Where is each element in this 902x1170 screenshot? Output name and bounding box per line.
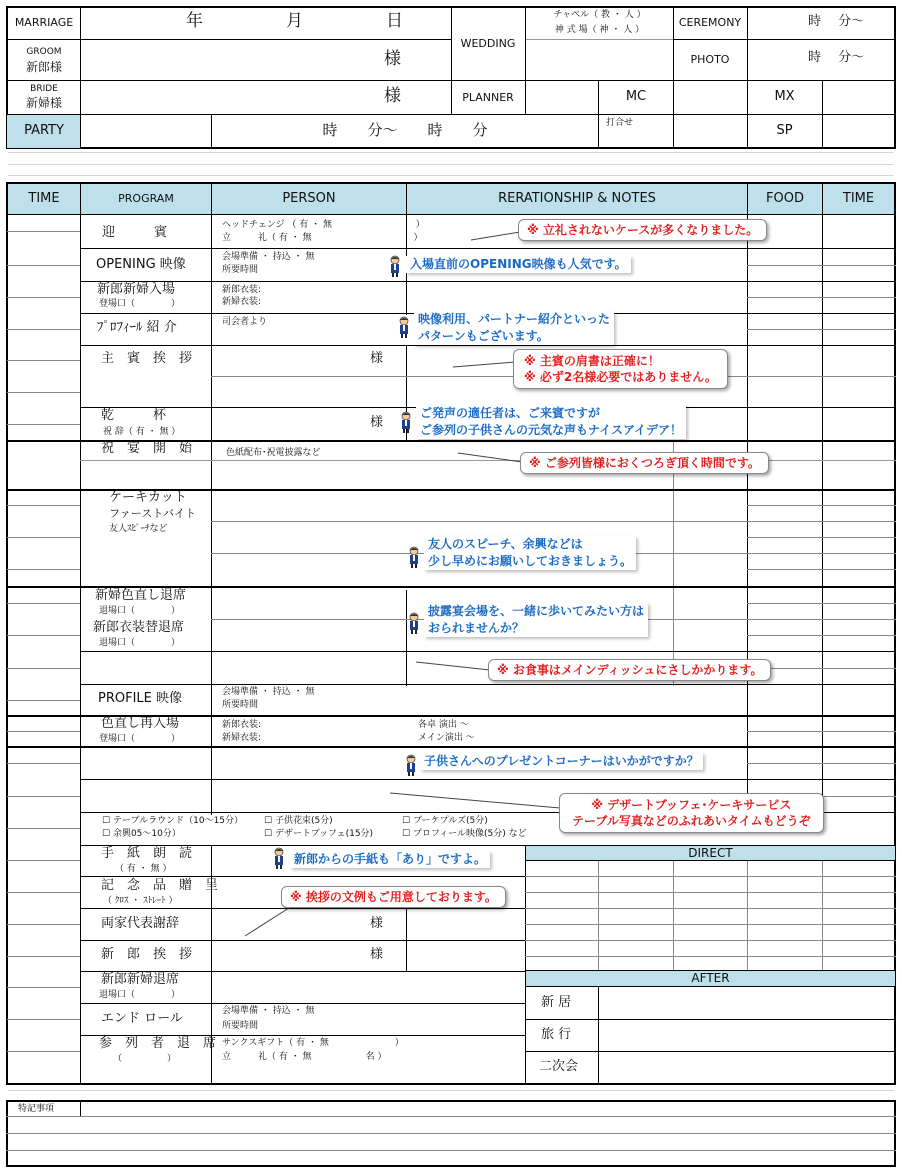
gift-sub: （ ｸﾛｽ ・ ｽﾄﾚｰﾄ ） (103, 896, 178, 906)
callout-main-dish: ※ お食事はメインディッシュにさしかかります。 (488, 659, 771, 681)
tachirei: 立 礼（ 有 ・ 無 ） (222, 233, 423, 243)
callout-kids-present: 子供さんへのプレゼントコーナーはいかがですか？ (420, 753, 703, 770)
prog-guest-speech: 主 賓 挨 拶 (101, 351, 193, 366)
prog-reentrance: 色直し再入場 (101, 716, 180, 731)
chapel-label: チャペル（ 教 ・ 人 ） (553, 10, 646, 20)
toast-sub: 祝 辞（ 有 ・ 無 ） (103, 427, 181, 437)
reentrance-sub: 登場口（ ） (99, 734, 181, 744)
time-req-3: 所要時間 (222, 1021, 259, 1031)
meeting-label: 打合せ (606, 118, 634, 128)
planner-person-icon (404, 754, 418, 774)
prog-geihin: 迎 賓 (102, 225, 168, 240)
after-second-party: 二次会 (539, 1059, 579, 1074)
bride-jp: 新婦様 (25, 96, 62, 110)
planner-person-icon (399, 411, 413, 431)
prog-letter: 手 紙 朗 読 (101, 846, 193, 861)
date-day: 日 (386, 11, 403, 31)
prog-couple-exit: 新郎新婦退席 (101, 972, 180, 987)
after-trip: 旅 行 (541, 1027, 572, 1042)
groom-en: GROOM (26, 47, 62, 57)
sama-5: 様 (370, 916, 384, 931)
groom-costume-1: 新郎衣装: (222, 285, 262, 295)
prog-guest-exit: 参 列 者 退 席 (99, 1036, 217, 1051)
ceremony-time: 時 分～ (808, 14, 865, 29)
telegram: 色紙配布･祝電披露など (226, 448, 321, 458)
date-year: 年 (186, 11, 203, 31)
date-month: 月 (286, 11, 303, 31)
bride-en: BRIDE (30, 84, 58, 94)
venue-prep-1: 会場準備 ・ 持込 ・ 無 (222, 252, 315, 262)
after-new-home: 新 居 (541, 995, 572, 1010)
guest-exit-sub: （ ） (113, 1054, 177, 1064)
col-program: PROGRAM (80, 183, 212, 215)
callout-walk-venue: 披露宴会場を、一緒に歩いてみたい方は おられませんか？ (424, 603, 648, 637)
mc-label: MC (625, 89, 647, 104)
prog-groom-greeting: 新 郎 挨 拶 (101, 947, 193, 962)
tachirei-2: 立 礼（ 有 ・ 無 名 ） (222, 1052, 387, 1062)
first-bite: ファーストバイト (109, 507, 197, 520)
prog-bride-leave: 新婦色直し退席 (95, 588, 187, 603)
planner-person-icon (272, 847, 286, 867)
party-label: PARTY (24, 123, 64, 138)
callout-profile-intro: 映像利用、パートナー紹介といった パターンもございます。 (414, 311, 614, 345)
time-req-1: 所要時間 (222, 265, 259, 275)
sama-3: 様 (370, 351, 384, 366)
prog-opening: OPENING 映像 (96, 257, 186, 272)
prog-toast: 乾 杯 (101, 408, 167, 423)
ceremony-label: CEREMONY (678, 16, 742, 29)
bride-costume-2: 新婦衣装: (222, 733, 262, 743)
prog-end-roll: エンド ロール (101, 1011, 183, 1026)
thanks-gift: サンクスギフト（ 有 ・ 無 ） (222, 1038, 404, 1048)
couple-exit-sub: 退場口（ ） (99, 990, 181, 1000)
groom-leave-sub: 退場口（ ） (99, 638, 181, 648)
groom-costume-2: 新郎衣装: (222, 720, 262, 730)
marriage-label: MARRIAGE (14, 16, 74, 29)
photo-label: PHOTO (690, 53, 730, 66)
friend-speech: 友人ｽﾋﾟｰﾁなど (109, 524, 168, 534)
prog-banquet-start: 祝 宴 開 始 (101, 441, 193, 456)
planner-person-icon (407, 612, 421, 632)
planner-person-icon (388, 255, 402, 275)
col-person: PERSON (211, 183, 407, 215)
option-profile-video[interactable]: ☐ プロフィール映像(5分) など (402, 829, 527, 839)
direct-header: DIRECT (525, 845, 896, 861)
option-dessert-buffet[interactable]: ☐ デザートブッフェ(15分) (264, 829, 374, 839)
special-notes-title: 特記事項 (18, 1104, 55, 1114)
prog-groom-leave: 新郎衣装替退席 (93, 620, 185, 635)
after-header: AFTER (525, 970, 896, 987)
groom-sama: 様 (384, 49, 401, 69)
callout-opening-video: 入場直前のOPENING映像も人気です。 (406, 256, 631, 273)
bride-leave-sub: 退場口（ ） (99, 606, 181, 616)
bride-costume-1: 新婦衣装: (222, 297, 262, 307)
col-time: TIME (7, 183, 81, 215)
time-req-2: 所要時間 (222, 700, 259, 710)
shrine-label: 神 式 場（ 神 ・ 人 ） (554, 25, 645, 35)
callout-toast: ご発声の適任者は、ご来賓ですが ご参列の子供さんの元気な声もナイスアイデア！ (416, 405, 686, 439)
prog-entrance: 新郎新婦入場 (97, 282, 176, 297)
photo-time: 時 分～ (808, 50, 865, 65)
sama-6: 様 (370, 947, 384, 962)
callout-banquet-start: ※ ご参列皆様におくつろぎ頂く時間です。 (520, 452, 769, 474)
entrance-sub: 登場口（ ） (99, 299, 181, 309)
prog-profile-intro: ﾌﾟﾛﾌｨｰﾙ 紹 介 (97, 320, 177, 335)
prog-gift: 記 念 品 贈 呈 (101, 878, 219, 893)
callout-guest-speech: ※ 主賓の肩書は正確に！ ※ 必ず2名様必要ではありません。 (513, 349, 728, 389)
venue-prep-2: 会場準備 ・ 持込 ・ 無 (222, 687, 315, 697)
wedding-label: WEDDING (460, 37, 516, 50)
callout-standing-greeting: ※ 立礼されないケースが多くなりました。 (518, 219, 767, 241)
planner-person-icon (397, 316, 411, 336)
option-entertainment[interactable]: ☐ 余興05～10分） (102, 829, 181, 839)
letter-sub: （ 有 ・ 無 ） (115, 864, 172, 874)
head-change: ヘッドチェンジ （ 有 ・ 無 ） (222, 220, 425, 230)
callout-friend-speech: 友人のスピーチ、余興などは 少し早めにお願いしておきましょう。 (424, 536, 636, 570)
col-food: FOOD (747, 183, 823, 215)
sp-label: SP (776, 123, 793, 138)
option-bouquet-pulls[interactable]: ☐ ブーケプルズ(5分) (402, 816, 488, 826)
option-table-round[interactable]: ☐ テーブルラウンド（10～15分） (102, 816, 244, 826)
col-notes: RERATIONSHIP & NOTES (406, 183, 748, 215)
main-show: メイン演出 ～ (418, 733, 475, 743)
table-show: 各卓 演出 ～ (418, 720, 469, 730)
bride-sama: 様 (384, 86, 401, 106)
prog-cake-cut: ケーキカット (109, 490, 187, 505)
sama-4: 様 (370, 415, 384, 430)
planner-person-icon (407, 546, 421, 566)
planner-label: PLANNER (462, 91, 514, 104)
party-time: 時 分～ 時 分 (322, 121, 488, 139)
groom-jp: 新郎様 (25, 60, 62, 74)
callout-groom-letter: 新郎からの手紙も「あり」ですよ。 (290, 851, 490, 868)
callout-dessert-buffet: ※ デザートブッフェ･ケーキサービス テーブル写真などのふれあいタイムもどうぞ (559, 793, 824, 833)
prog-profile-video: PROFILE 映像 (98, 691, 183, 706)
venue-prep-3: 会場準備 ・ 持込 ・ 無 (222, 1006, 315, 1016)
prog-family-thanks: 両家代表謝辞 (101, 916, 180, 931)
mc-note: 司会者より (222, 317, 268, 327)
mx-label: MX (774, 89, 795, 104)
option-kids-bouquet[interactable]: ☐ 子供花束(5分) (264, 816, 333, 826)
callout-greeting-samples: ※ 挨拶の文例もご用意しております。 (281, 886, 506, 908)
col-time2: TIME (822, 183, 895, 215)
